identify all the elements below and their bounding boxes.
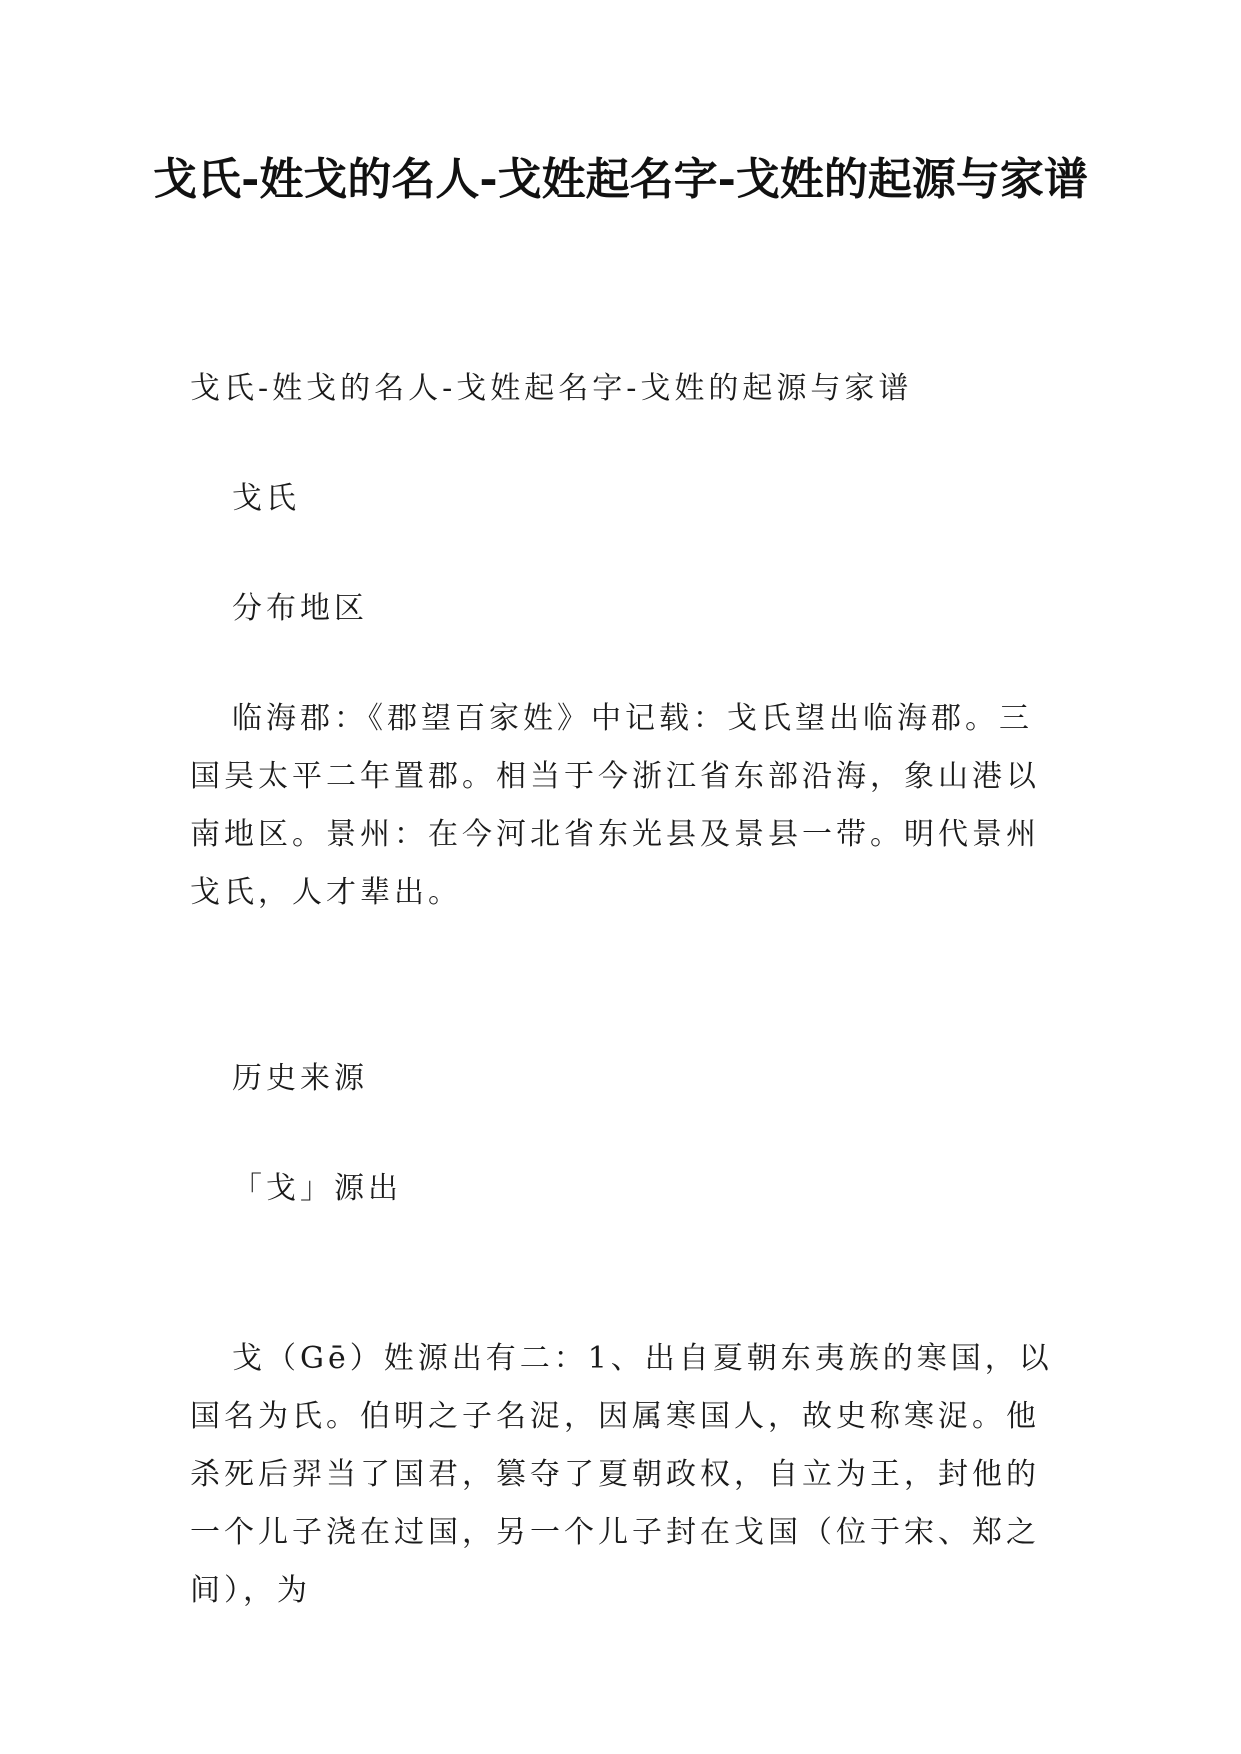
paragraph-origin: 戈（Gē）姓源出有二：1、出自夏朝东夷族的寒国，以国名为氏。伯明之子名浞，因属寒国人，故史称寒浞。他杀死后羿当了国君，篡夺了夏朝政权，自立为王，封他的一个儿子浇在过国，另一个儿子封在戈国（位于宋、郑之间），为 [190,1341,1053,1608]
document-title: 戈氏-姓戈的名人-戈姓起名字-戈姓的起源与家谱 [153,154,1088,205]
paragraph-distribution: 临海郡：《郡望百家姓》中记载：戈氏望出临海郡。三国吴太平二年置郡。相当于今浙江省东部沿海，象山港以南地区。景州：在今河北省东光县及景县一带。明代景州戈氏，人才辈出。 [190,701,1040,910]
heading-distribution: 分布地区 [232,591,368,626]
heading-history: 历史来源 [232,1061,368,1096]
subtitle-paragraph: 戈氏-姓戈的名人-戈姓起名字-戈姓的起源与家谱 [190,371,913,406]
heading-ge-shi: 戈氏 [232,481,300,516]
heading-origin: 「戈」源出 [232,1171,402,1206]
